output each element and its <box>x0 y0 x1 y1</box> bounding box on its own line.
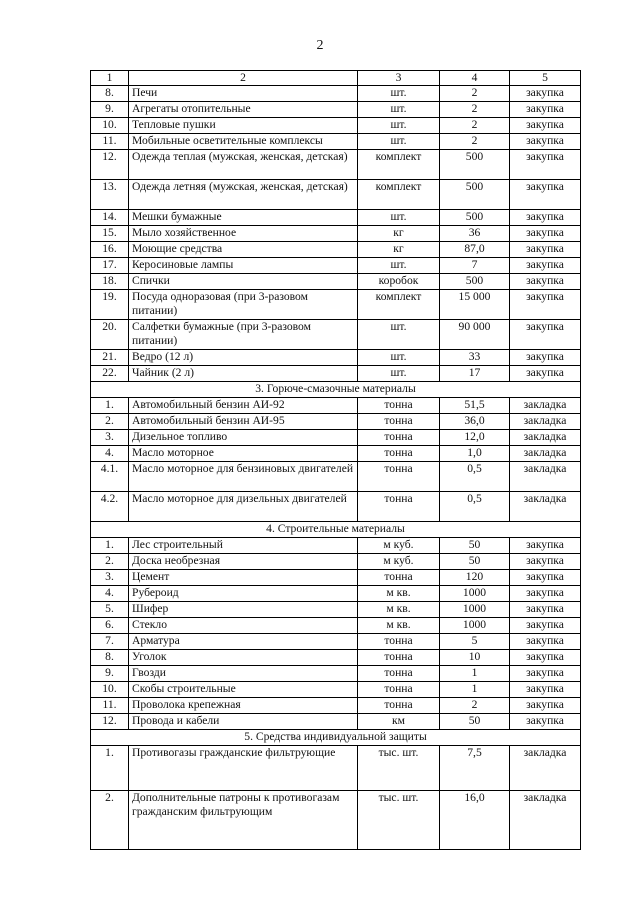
row-name: Одежда летняя (мужская, женская, детская) <box>129 180 358 210</box>
row-quantity: 17 <box>440 366 510 382</box>
table-row <box>91 746 581 791</box>
row-quantity: 2 <box>440 134 510 150</box>
section-row <box>91 730 581 746</box>
section-title: 4. Строительные материалы <box>91 522 581 538</box>
table-row <box>91 242 581 258</box>
row-name: Керосиновые лампы <box>129 258 358 274</box>
table-row <box>91 150 581 180</box>
row-quantity: 2 <box>440 118 510 134</box>
row-quantity: 87,0 <box>440 242 510 258</box>
row-number: 3. <box>91 570 129 586</box>
row-quantity: 500 <box>440 274 510 290</box>
row-name: Одежда теплая (мужская, женская, детская) <box>129 150 358 180</box>
section-row <box>91 382 581 398</box>
row-number: 2. <box>91 791 129 850</box>
table-row <box>91 492 581 522</box>
row-name: Тепловые пушки <box>129 118 358 134</box>
table-row <box>91 714 581 730</box>
row-number: 17. <box>91 258 129 274</box>
row-source: закупка <box>510 290 581 320</box>
page-number: 2 <box>316 38 324 53</box>
row-source: закупка <box>510 86 581 102</box>
table-row <box>91 274 581 290</box>
row-quantity: 0,5 <box>440 462 510 492</box>
row-unit: комплект <box>358 180 440 210</box>
row-source: закупка <box>510 618 581 634</box>
header-cell: 1 <box>91 71 129 86</box>
table-row <box>91 226 581 242</box>
row-source: закупка <box>510 538 581 554</box>
row-unit: шт. <box>358 210 440 226</box>
row-quantity: 500 <box>440 180 510 210</box>
section-title: 5. Средства индивидуальной защиты <box>91 730 581 746</box>
row-unit: тыс. шт. <box>358 791 440 850</box>
table-row <box>91 86 581 102</box>
row-number: 15. <box>91 226 129 242</box>
table-row <box>91 320 581 350</box>
table-row <box>91 650 581 666</box>
row-quantity: 50 <box>440 554 510 570</box>
row-source: закупка <box>510 586 581 602</box>
section-row <box>91 522 581 538</box>
row-unit: шт. <box>358 366 440 382</box>
row-name: Цемент <box>129 570 358 586</box>
row-name: Арматура <box>129 634 358 650</box>
row-name: Дополнительные патроны к противогазам гражданским фильтрующим <box>129 791 358 850</box>
row-quantity: 1000 <box>440 602 510 618</box>
row-quantity: 16,0 <box>440 791 510 850</box>
row-source: закладка <box>510 791 581 850</box>
row-unit: тонна <box>358 430 440 446</box>
row-number: 7. <box>91 634 129 650</box>
row-unit: коробок <box>358 274 440 290</box>
table-row <box>91 682 581 698</box>
table-row <box>91 118 581 134</box>
row-name: Чайник (2 л) <box>129 366 358 382</box>
row-number: 22. <box>91 366 129 382</box>
row-quantity: 1 <box>440 666 510 682</box>
row-source: закупка <box>510 666 581 682</box>
row-number: 2. <box>91 554 129 570</box>
row-number: 13. <box>91 180 129 210</box>
row-unit: тыс. шт. <box>358 746 440 791</box>
row-source: закладка <box>510 430 581 446</box>
row-source: закупка <box>510 366 581 382</box>
row-source: закупка <box>510 242 581 258</box>
row-quantity: 0,5 <box>440 492 510 522</box>
supplies-table <box>90 70 581 850</box>
table-row <box>91 258 581 274</box>
row-number: 4. <box>91 446 129 462</box>
row-unit: м кв. <box>358 602 440 618</box>
row-quantity: 7 <box>440 258 510 274</box>
row-source: закупка <box>510 698 581 714</box>
supplies-table-body <box>91 71 581 850</box>
row-source: закладка <box>510 446 581 462</box>
row-quantity: 36,0 <box>440 414 510 430</box>
header-cell: 3 <box>358 71 440 86</box>
row-quantity: 500 <box>440 150 510 180</box>
row-source: закупка <box>510 226 581 242</box>
row-number: 16. <box>91 242 129 258</box>
section-title: 3. Горюче-смазочные материалы <box>91 382 581 398</box>
table-row <box>91 180 581 210</box>
row-name: Мешки бумажные <box>129 210 358 226</box>
row-name: Моющие средства <box>129 242 358 258</box>
table-row <box>91 618 581 634</box>
row-unit: тонна <box>358 698 440 714</box>
row-quantity: 2 <box>440 102 510 118</box>
row-unit: тонна <box>358 650 440 666</box>
row-quantity: 33 <box>440 350 510 366</box>
header-cell: 2 <box>129 71 358 86</box>
row-name: Посуда одноразовая (при 3-разовом питании) <box>129 290 358 320</box>
row-source: закупка <box>510 274 581 290</box>
row-source: закупка <box>510 180 581 210</box>
row-number: 20. <box>91 320 129 350</box>
row-unit: тонна <box>358 446 440 462</box>
row-quantity: 500 <box>440 210 510 226</box>
row-source: закупка <box>510 650 581 666</box>
row-number: 2. <box>91 414 129 430</box>
row-number: 9. <box>91 666 129 682</box>
row-quantity: 12,0 <box>440 430 510 446</box>
row-name: Ведро (12 л) <box>129 350 358 366</box>
table-row <box>91 602 581 618</box>
row-number: 21. <box>91 350 129 366</box>
row-quantity: 50 <box>440 714 510 730</box>
row-unit: м куб. <box>358 538 440 554</box>
row-number: 4. <box>91 586 129 602</box>
row-quantity: 7,5 <box>440 746 510 791</box>
row-unit: тонна <box>358 414 440 430</box>
row-unit: комплект <box>358 150 440 180</box>
row-number: 10. <box>91 118 129 134</box>
table-row <box>91 462 581 492</box>
row-source: закупка <box>510 714 581 730</box>
row-name: Салфетки бумажные (при 3-разовом питании) <box>129 320 358 350</box>
row-number: 6. <box>91 618 129 634</box>
row-unit: тонна <box>358 462 440 492</box>
row-unit: м кв. <box>358 618 440 634</box>
row-source: закупка <box>510 634 581 650</box>
row-name: Мыло хозяйственное <box>129 226 358 242</box>
row-unit: тонна <box>358 570 440 586</box>
row-unit: шт. <box>358 258 440 274</box>
row-source: закупка <box>510 134 581 150</box>
row-quantity: 90 000 <box>440 320 510 350</box>
row-name: Автомобильный бензин АИ-92 <box>129 398 358 414</box>
row-source: закупка <box>510 682 581 698</box>
row-name: Автомобильный бензин АИ-95 <box>129 414 358 430</box>
row-name: Печи <box>129 86 358 102</box>
table-row <box>91 586 581 602</box>
row-name: Гвозди <box>129 666 358 682</box>
row-source: закупка <box>510 350 581 366</box>
row-name: Дизельное топливо <box>129 430 358 446</box>
row-source: закладка <box>510 414 581 430</box>
row-number: 12. <box>91 714 129 730</box>
row-quantity: 2 <box>440 86 510 102</box>
row-source: закупка <box>510 570 581 586</box>
table-row <box>91 430 581 446</box>
table-row <box>91 634 581 650</box>
row-source: закупка <box>510 210 581 226</box>
row-source: закупка <box>510 150 581 180</box>
row-number: 1. <box>91 398 129 414</box>
table-header-row <box>91 71 581 86</box>
row-unit: шт. <box>358 102 440 118</box>
row-name: Масло моторное для бензиновых двигателей <box>129 462 358 492</box>
row-source: закладка <box>510 398 581 414</box>
row-unit: км <box>358 714 440 730</box>
table-row <box>91 446 581 462</box>
row-quantity: 1,0 <box>440 446 510 462</box>
row-number: 5. <box>91 602 129 618</box>
row-unit: шт. <box>358 320 440 350</box>
table-row <box>91 414 581 430</box>
row-source: закладка <box>510 492 581 522</box>
row-unit: шт. <box>358 86 440 102</box>
table-row <box>91 791 581 850</box>
row-quantity: 2 <box>440 698 510 714</box>
row-number: 1. <box>91 538 129 554</box>
row-quantity: 5 <box>440 634 510 650</box>
row-number: 4.1. <box>91 462 129 492</box>
row-source: закупка <box>510 258 581 274</box>
row-number: 14. <box>91 210 129 226</box>
row-number: 10. <box>91 682 129 698</box>
row-number: 1. <box>91 746 129 791</box>
row-quantity: 15 000 <box>440 290 510 320</box>
row-quantity: 10 <box>440 650 510 666</box>
row-unit: тонна <box>358 398 440 414</box>
row-source: закупка <box>510 320 581 350</box>
row-number: 12. <box>91 150 129 180</box>
row-name: Шифер <box>129 602 358 618</box>
table-row <box>91 210 581 226</box>
row-quantity: 51,5 <box>440 398 510 414</box>
row-number: 4.2. <box>91 492 129 522</box>
row-name: Провода и кабели <box>129 714 358 730</box>
header-cell: 4 <box>440 71 510 86</box>
row-source: закупка <box>510 554 581 570</box>
row-source: закупка <box>510 102 581 118</box>
row-source: закупка <box>510 118 581 134</box>
row-unit: м кв. <box>358 586 440 602</box>
row-quantity: 1000 <box>440 618 510 634</box>
table-row <box>91 290 581 320</box>
row-name: Уголок <box>129 650 358 666</box>
row-name: Агрегаты отопительные <box>129 102 358 118</box>
row-number: 8. <box>91 650 129 666</box>
row-unit: м куб. <box>358 554 440 570</box>
row-quantity: 50 <box>440 538 510 554</box>
row-unit: шт. <box>358 350 440 366</box>
table-row <box>91 570 581 586</box>
table-row <box>91 538 581 554</box>
row-unit: тонна <box>358 682 440 698</box>
row-quantity: 1000 <box>440 586 510 602</box>
row-quantity: 120 <box>440 570 510 586</box>
row-name: Спички <box>129 274 358 290</box>
row-name: Проволока крепежная <box>129 698 358 714</box>
row-name: Масло моторное <box>129 446 358 462</box>
row-source: закладка <box>510 462 581 492</box>
table-row <box>91 398 581 414</box>
table-row <box>91 134 581 150</box>
row-source: закупка <box>510 602 581 618</box>
row-unit: кг <box>358 242 440 258</box>
header-cell: 5 <box>510 71 581 86</box>
table-row <box>91 698 581 714</box>
row-unit: тонна <box>358 492 440 522</box>
row-number: 11. <box>91 698 129 714</box>
table-row <box>91 666 581 682</box>
row-name: Рубероид <box>129 586 358 602</box>
row-unit: кг <box>358 226 440 242</box>
row-number: 11. <box>91 134 129 150</box>
row-unit: тонна <box>358 634 440 650</box>
row-name: Доска необрезная <box>129 554 358 570</box>
row-name: Лес строительный <box>129 538 358 554</box>
row-number: 9. <box>91 102 129 118</box>
table-row <box>91 350 581 366</box>
row-name: Стекло <box>129 618 358 634</box>
row-name: Масло моторное для дизельных двигателей <box>129 492 358 522</box>
row-source: закладка <box>510 746 581 791</box>
row-name: Скобы строительные <box>129 682 358 698</box>
row-unit: шт. <box>358 118 440 134</box>
table-row <box>91 102 581 118</box>
table-row <box>91 366 581 382</box>
table-row <box>91 554 581 570</box>
row-name: Мобильные осветительные комплексы <box>129 134 358 150</box>
row-unit: комплект <box>358 290 440 320</box>
row-number: 8. <box>91 86 129 102</box>
row-number: 18. <box>91 274 129 290</box>
row-number: 19. <box>91 290 129 320</box>
row-number: 3. <box>91 430 129 446</box>
row-quantity: 1 <box>440 682 510 698</box>
row-unit: тонна <box>358 666 440 682</box>
row-name: Противогазы гражданские фильтрующие <box>129 746 358 791</box>
row-unit: шт. <box>358 134 440 150</box>
row-quantity: 36 <box>440 226 510 242</box>
